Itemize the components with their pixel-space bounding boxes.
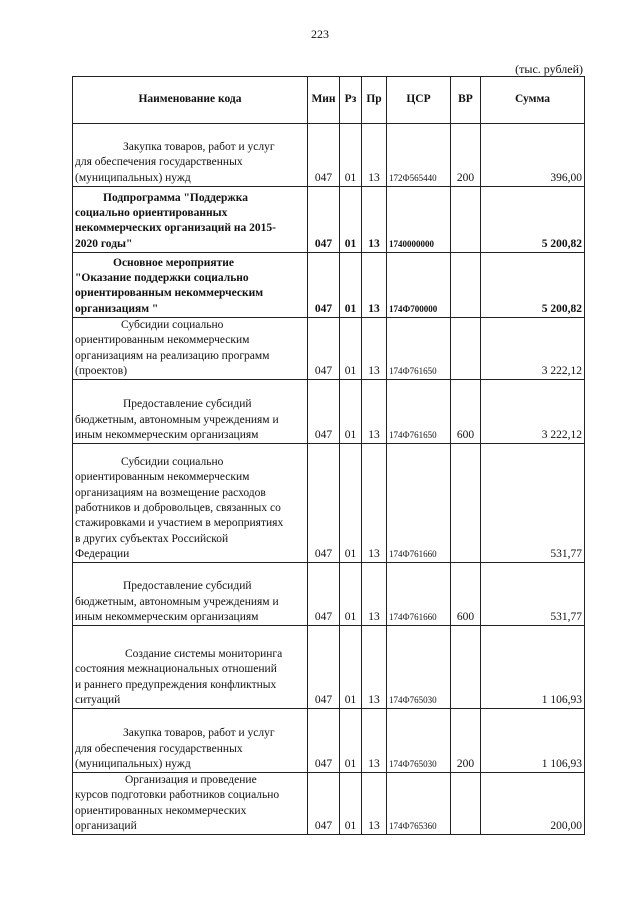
row-csr: 174Ф761650	[387, 380, 451, 444]
row-csr: 174Ф761650	[387, 318, 451, 380]
units-note: (тыс. рублей)	[515, 62, 583, 76]
row-pr: 13	[362, 318, 387, 380]
row-pr: 13	[362, 444, 387, 563]
row-sum: 200,00	[481, 773, 585, 835]
row-name-line: Субсидии социально	[121, 456, 224, 469]
row-name	[73, 709, 308, 773]
table-row	[73, 124, 585, 187]
row-name-line: работников и добровольцев, связанных со	[75, 502, 281, 514]
row-min: 047	[308, 709, 340, 773]
row-sum: 396,00	[481, 124, 585, 187]
row-name-line: организаций	[75, 820, 137, 833]
row-sum: 5 200,82	[481, 187, 585, 253]
row-rz: 01	[340, 444, 362, 563]
row-name-line: ситуаций	[75, 693, 121, 706]
row-rz: 01	[340, 773, 362, 835]
row-vr	[451, 444, 481, 563]
row-csr: 1740000000	[387, 187, 451, 253]
row-name-line: для обеспечения государственных	[75, 742, 243, 755]
row-sum: 3 222,12	[481, 380, 585, 444]
row-name-line: стажировками и участием в мероприятиях	[75, 517, 284, 530]
header-csr: ЦСР	[387, 77, 451, 124]
row-csr: 174Ф765030	[387, 709, 451, 773]
row-name-line: состояния межнациональных отношений	[75, 663, 277, 676]
row-vr	[451, 253, 481, 318]
row-name-line: Создание системы мониторинга	[125, 648, 283, 660]
row-sum: 1 106,93	[481, 626, 585, 709]
row-csr: 174Ф700000	[387, 253, 451, 318]
row-rz: 01	[340, 563, 362, 626]
row-name-line: организациям на реализацию программ	[75, 349, 270, 362]
row-sum: 531,77	[481, 563, 585, 626]
table-row	[73, 626, 585, 709]
table-row	[73, 380, 585, 444]
row-name	[73, 380, 308, 444]
header-vr: ВР	[451, 77, 481, 124]
table-row	[73, 253, 585, 318]
row-sum: 531,77	[481, 444, 585, 563]
row-name-line: и раннего предупреждения конфликтных	[75, 678, 277, 691]
table-row	[73, 773, 585, 835]
row-csr: 174Ф765030	[387, 626, 451, 709]
row-sum: 1 106,93	[481, 709, 585, 773]
row-min: 047	[308, 444, 340, 563]
row-name-line: в других субъектах Российской	[75, 532, 229, 545]
row-pr: 13	[362, 124, 387, 187]
row-pr: 13	[362, 626, 387, 709]
table-row	[73, 563, 585, 626]
row-vr	[451, 318, 481, 380]
row-name-line: (проектов)	[75, 364, 128, 377]
row-name-line: Предоставление субсидий	[123, 398, 252, 411]
row-min: 047	[308, 380, 340, 444]
row-csr: 174Ф761660	[387, 563, 451, 626]
row-name-line: "Оказание поддержки социально	[75, 272, 249, 285]
row-name-line: организациям "	[75, 302, 159, 315]
row-name-line: Федерации	[75, 547, 130, 560]
row-rz: 01	[340, 318, 362, 380]
row-vr	[451, 773, 481, 835]
table-header-row	[73, 77, 585, 124]
row-name-line: для обеспечения государственных	[75, 156, 243, 169]
row-name	[73, 444, 308, 563]
row-min: 047	[308, 187, 340, 253]
row-name-line: Организация и проведение	[125, 774, 257, 787]
row-name-line: 2020 годы"	[75, 237, 133, 250]
row-name	[73, 187, 308, 253]
row-vr	[451, 187, 481, 253]
row-sum: 5 200,82	[481, 253, 585, 318]
header-pr: Пр	[362, 77, 387, 124]
row-rz: 01	[340, 380, 362, 444]
row-pr: 13	[362, 709, 387, 773]
table-row	[73, 187, 585, 253]
row-vr: 600	[451, 380, 481, 444]
row-name	[73, 253, 308, 318]
header-sum: Сумма	[481, 77, 585, 124]
header-rz: Рз	[340, 77, 362, 124]
row-name-line: некоммерческих организаций на 2015-	[75, 222, 276, 235]
row-name-line: ориентированных некоммерческих	[75, 804, 247, 817]
row-name-line: иным некоммерческим организациям	[75, 428, 259, 441]
budget-table	[72, 76, 585, 835]
row-min: 047	[308, 124, 340, 187]
row-vr: 200	[451, 709, 481, 773]
page-number: 223	[311, 27, 329, 41]
row-name-line: ориентированным некоммерческим	[75, 334, 250, 347]
row-vr: 200	[451, 124, 481, 187]
row-name	[73, 563, 308, 626]
row-name-line: Подпрограмма "Поддержка	[103, 191, 248, 204]
row-csr: 172Ф565440	[387, 124, 451, 187]
row-name-line: ориентированным некоммерческим	[75, 471, 250, 484]
row-pr: 13	[362, 380, 387, 444]
header-min: Мин	[308, 77, 340, 124]
row-rz: 01	[340, 626, 362, 709]
row-name-line: Предоставление субсидий	[123, 580, 252, 593]
row-name-line: Закупка товаров, работ и услуг	[123, 141, 275, 154]
row-name-line: социально ориентированных	[75, 207, 228, 220]
table-row	[73, 444, 585, 563]
row-csr: 174Ф761660	[387, 444, 451, 563]
row-name-line: бюджетным, автономным учреждениям и	[75, 595, 279, 608]
row-rz: 01	[340, 187, 362, 253]
row-name-line: Закупка товаров, работ и услуг	[123, 727, 275, 740]
header-name: Наименование кода	[73, 77, 308, 124]
row-name-line: организациям на возмещение расходов	[75, 486, 266, 499]
row-vr: 600	[451, 563, 481, 626]
row-name	[73, 773, 308, 835]
row-rz: 01	[340, 709, 362, 773]
row-min: 047	[308, 773, 340, 835]
row-vr	[451, 626, 481, 709]
row-min: 047	[308, 318, 340, 380]
row-sum: 3 222,12	[481, 318, 585, 380]
row-name	[73, 124, 308, 187]
row-name-line: бюджетным, автономным учреждениям и	[75, 413, 279, 426]
row-name-line: (муниципальных) нужд	[75, 757, 191, 770]
row-name-line: Субсидии социально	[121, 319, 224, 331]
row-min: 047	[308, 563, 340, 626]
table-row	[73, 318, 585, 380]
row-min: 047	[308, 626, 340, 709]
row-rz: 01	[340, 124, 362, 187]
row-name-line: ориентированным некоммерческим	[75, 287, 264, 300]
row-rz: 01	[340, 253, 362, 318]
row-min: 047	[308, 253, 340, 318]
row-name-line: (муниципальных) нужд	[75, 171, 191, 184]
row-pr: 13	[362, 187, 387, 253]
table-row	[73, 709, 585, 773]
row-name-line: курсов подготовки работников социально	[75, 789, 280, 802]
row-pr: 13	[362, 253, 387, 318]
row-name-line: иным некоммерческим организациям	[75, 610, 259, 623]
row-pr: 13	[362, 773, 387, 835]
row-name	[73, 626, 308, 709]
row-pr: 13	[362, 563, 387, 626]
row-csr: 174Ф765360	[387, 773, 451, 835]
row-name	[73, 318, 308, 380]
row-name-line: Основное мероприятие	[113, 256, 235, 269]
